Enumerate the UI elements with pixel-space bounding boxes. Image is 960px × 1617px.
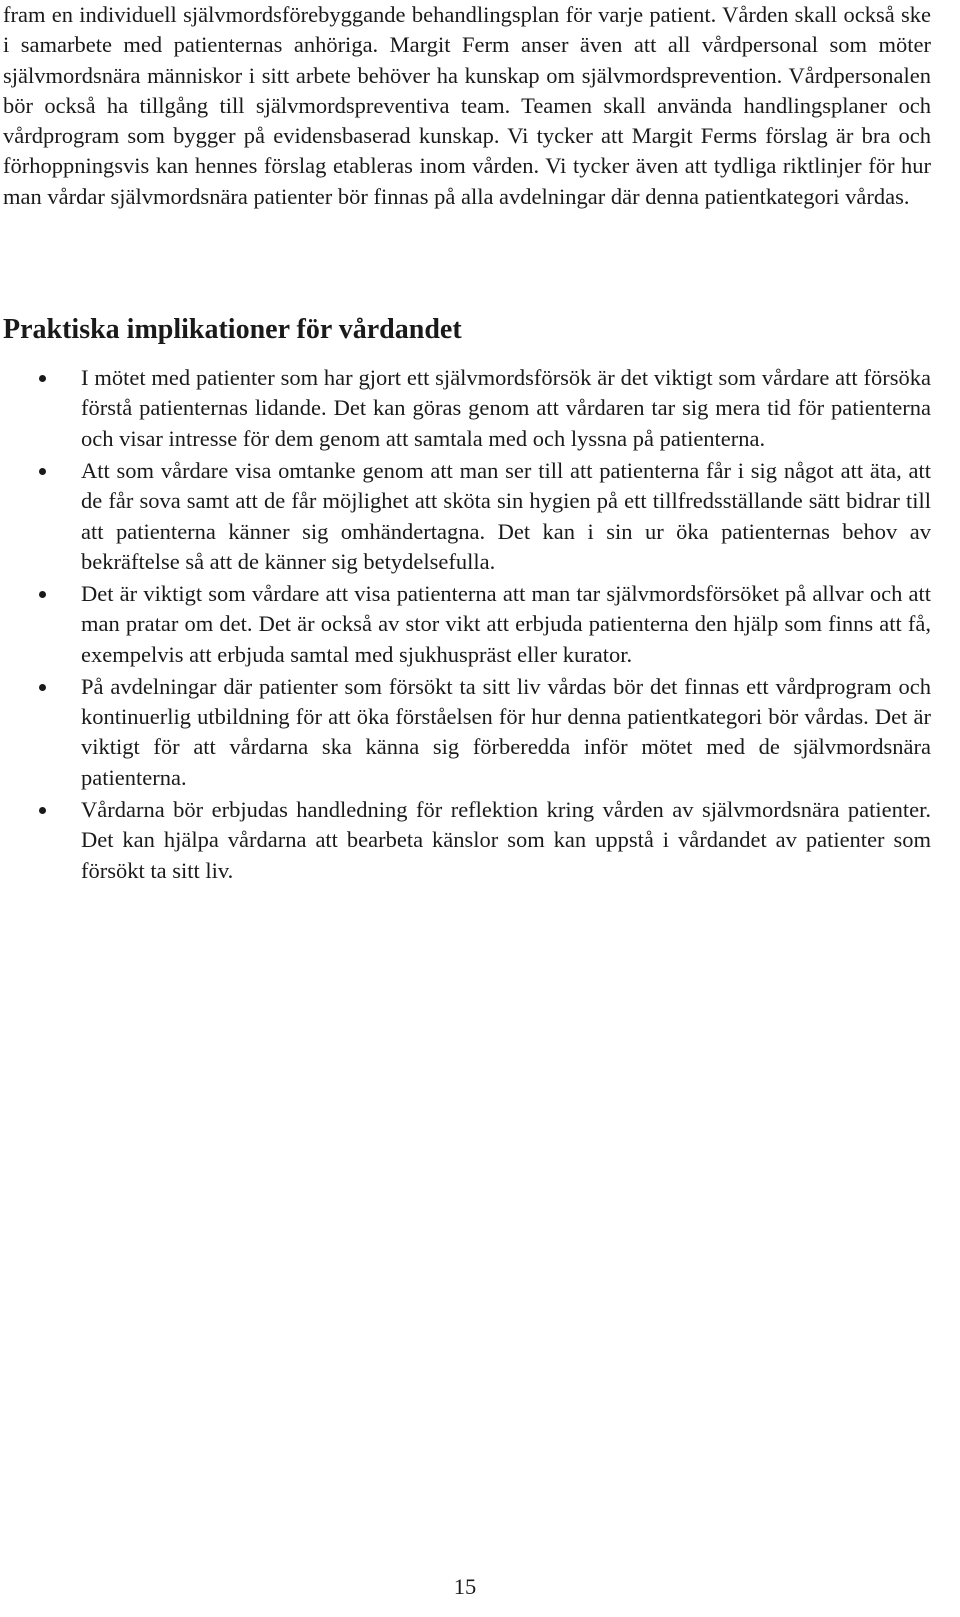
bullet-text: På avdelningar där patienter som försökt ta sitt liv vårdas bör det finnas ett vårdprogram och kontinuerlig utbildning för att öka förståelsen för hur denna patientkategori bör vårdas. Det är viktigt för att vårdarna ska känna sig förberedda inför mötet med de självmordsnära patienterna.: [81, 673, 931, 790]
bullet-item: [0, 672, 931, 794]
bullet-item: [0, 363, 931, 454]
intro-paragraph: fram en individuell självmordsförebyggande behandlingsplan för varje patient. Vården skall också ske i samarbete med patienternas anhöriga. Margit Ferm anser även att all vårdpersonal som möter självmordsnära människor i sitt arbete behöver ha kunskap om självmordsprevention. Vårdpersonalen bör också ha tillgång till självmordspreventiva team. Teamen skall använda handlingsplaner och vårdprogram som bygger på evidensbaserad kunskap. Vi tycker att Margit Ferms förslag är bra och förhoppningsvis kan hennes förslag etableras inom vården. Vi tycker även att tydliga riktlinjer för hur man vårdar självmordsnära patienter bör finnas på alla avdelningar där denna patientkategori vårdas.: [3, 2, 931, 209]
bullet-text: Det är viktigt som vårdare att visa patienterna att man tar självmordsförsöket på allvar och att man pratar om det. Det är också av stor vikt att erbjuda patienterna den hjälp som finns att få, exempelvis att erbjuda samtal med sjukhuspräst eller kurator.: [81, 580, 931, 667]
bullet-text: I mötet med patienter som har gjort ett självmordsförsök är det viktigt som vårdare att försöka förstå patienternas lidande. Det kan göras genom att vårdaren tar sig mera tid för patienterna och visar intresse för dem genom att samtala med och lyssna på patienterna.: [81, 365, 931, 451]
bullet-item: [0, 456, 931, 578]
bullet-dot-icon: [39, 468, 46, 475]
bullet-dot-icon: [39, 375, 46, 382]
page-number: 15: [453, 1574, 477, 1599]
bullet-item: [0, 579, 931, 670]
section-heading: Praktiska implikationer för vårdandet: [3, 314, 462, 345]
bullet-dot-icon: [39, 591, 46, 598]
bullet-dot-icon: [39, 807, 46, 814]
bullet-text: Att som vårdare visa omtanke genom att man ser till att patienterna får i sig något att äta, att de får sova samt att de får möjlighet att sköta sin hygien på ett tillfredsställande sätt bidrar till att patienterna känner sig omhändertagna. Det kan i sin ur öka patienternas behov av bekräftelse så att de känner sig betydelsefulla.: [81, 457, 931, 574]
bullet-item: [0, 795, 931, 886]
bullet-list: [0, 363, 931, 887]
bullet-text: Vårdarna bör erbjudas handledning för reflektion kring vården av självmordsnära patienter. Det kan hjälpa vårdarna att bearbeta känslor som kan uppstå i vårdandet av patienter som försökt ta sitt liv.: [81, 796, 931, 883]
bullet-dot-icon: [39, 684, 46, 691]
